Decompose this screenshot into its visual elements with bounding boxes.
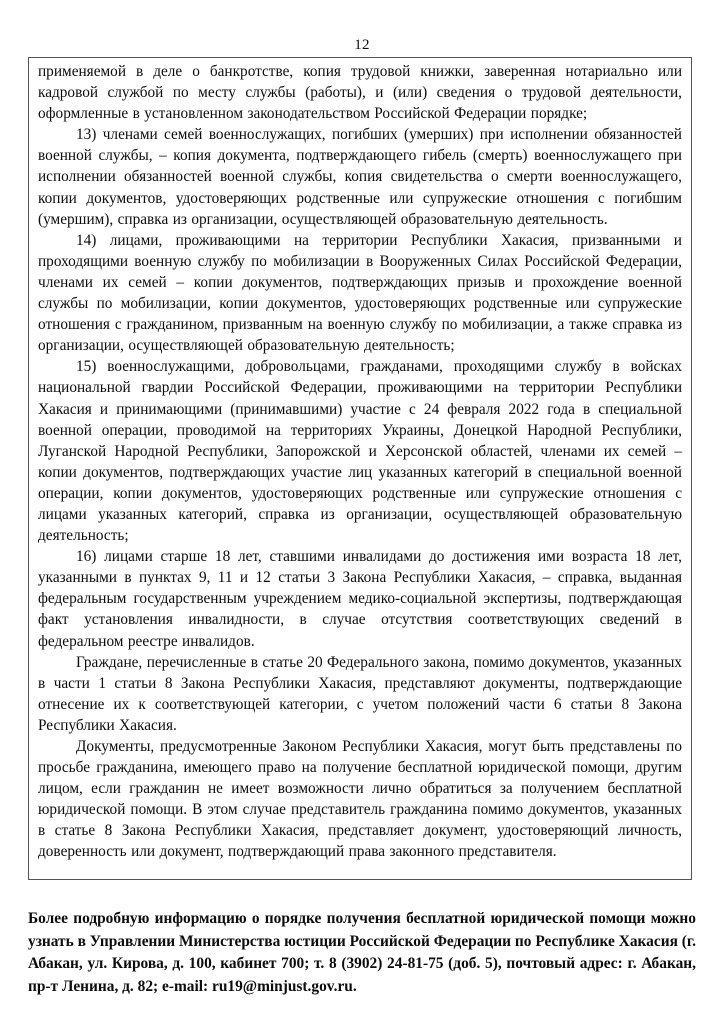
paragraph-item-15: 15) военнослужащими, добровольцами, гражданами, проходящими службу в войсках национальной гвардии Российской Федерации, проживающими на территории Республики Хакасия и принимающими (принимавшими) участие с 24 февраля 2022 года в специальной военной операции, проводимой на территориях Украины, Донецкой Народной Республики, Луганской Народной Республики, Запорожской и Херсонской областей, членами их семей – копии документов, подтверждающих участие лиц указанных категорий в специальной военной операции, копии документов, удостоверяющих родственные или супружеские отношения с лицами указанных категорий, справка из организации, осуществляющей образовательную деятельность; (38, 358, 682, 545)
document-text-block (38, 61, 682, 863)
paragraph-citizens-article-20: Граждане, перечисленные в статье 20 Федерального закона, помимо документов, указанных в части 1 статьи 8 Закона Республики Хакасия, представляют документы, подтверждающие отнесение их к соответствующей категории, с учетом положений части 6 статьи 8 Закона Республики Хакасия. (38, 653, 682, 734)
paragraph-item-14: 14) лицами, проживающими на территории Республики Хакасия, призванными и проходящими военную службу по мобилизации в Вооруженных Силах Российской Федерации, членами их семей – копии документов, подтверждающих призыв и прохождение военной службы по мобилизации, копии документов, удостоверяющих родственные или супружеские отношения с гражданином, призванным на военную службу по мобилизации, а также справка из организации, осуществляющей образовательную деятельность; (38, 231, 682, 355)
page-number: 12 (354, 37, 370, 53)
paragraph-continuation: применяемой в деле о банкротстве, копия трудовой книжки, заверенная нотариально или кадровой службой по месту службы (работы), и (или) сведения о трудовой деятельности, оформленные в установленном законодательством Российской Федерации порядке; (38, 63, 682, 123)
paragraph-item-13: 13) членами семей военнослужащих, погибших (умерших) при исполнении обязанностей военной службы, – копия документа, подтверждающего гибель (смерть) военнослужащего при исполнении обязанностей военной службы, копия свидетельства о смерти военнослужащего, копии документов, удостоверяющих родственные или супружеские отношения с погибшим (умершим), справка из организации, осуществляющей образовательную деятельность. (38, 126, 682, 228)
document-body-frame (28, 57, 692, 880)
paragraph-item-16: 16) лицами старше 18 лет, ставшими инвалидами до достижения ими возраста 18 лет, указанными в пунктах 9, 11 и 12 статьи 3 Закона Республики Хакасия, – справка, выданная федеральным государственным учреждением медико-социальной экспертизы, подтверждающая факт установления инвалидности, в случае отсутствия соответствующих сведений в федеральном реестре инвалидов. (38, 548, 682, 650)
paragraph-documents-representative: Документы, предусмотренные Законом Республики Хакасия, могут быть представлены по просьбе гражданина, имеющего право на получение бесплатной юридической помощи, другим лицом, если гражданин не имеет возможности лично обратиться за получением бесплатной юридической помощи. В этом случае представитель гражданина помимо документов, указанных в статье 8 Закона Республики Хакасия, представляет документ, удостоверяющий личность, доверенность или документ, подтверждающий права законного представителя. (38, 738, 682, 861)
footer-contact-text: Более подробную информацию о порядке получения бесплатной юридической помощи можно узнать в Управлении Министерства юстиции Российской Федерации по Республике Хакасия (г. Абакан, ул. Кирова, д. 100, кабинет 700; т. 8 (3902) 24-81-75 (доб. 5), почтовый адрес: г. Абакан, пр-т Ленина, д. 82; e-mail: ru19@minjust.gov.ru. (28, 910, 696, 995)
footer-contact-note (28, 908, 696, 998)
